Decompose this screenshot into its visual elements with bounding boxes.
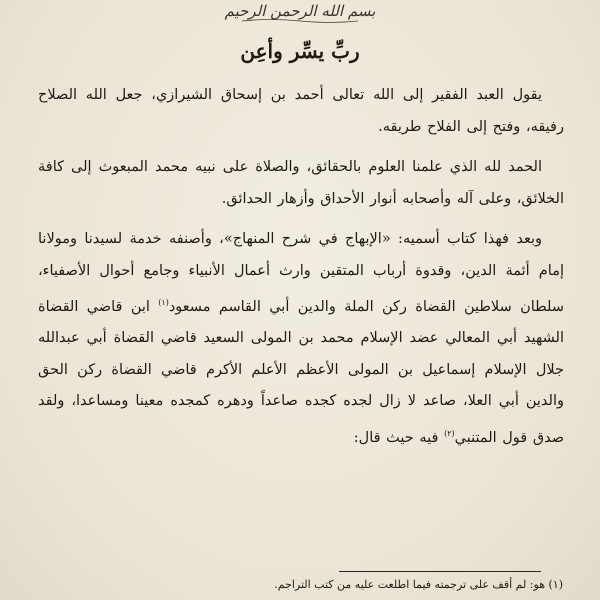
dedication-text-part-1: وبعد فهذا كتاب أسميه: «الإبهاج في شرح المنهاج»، وأصنفه خدمة لسيدنا ومولانا إمام أئمة الدين، وقدوة أرباب المتقين وارث أعمال الأنبياء وجامع أحوال الأصفياء، سلطان سلاطين القضاة ركن الملة والدين أبي القاسم مسعود	[38, 231, 564, 315]
footnote-divider	[339, 571, 541, 572]
basmala-flourish-icon	[240, 18, 360, 24]
basmala: بسم الله الرحمن الرحيم	[224, 2, 376, 20]
main-text	[38, 80, 564, 454]
dedication-text-part-3: فيه حيث قال:	[353, 429, 445, 446]
page-heading: ربِّ يسِّر وأعِن	[240, 39, 360, 63]
paragraph-praise: الحمد لله الذي علمنا العلوم بالحقائق، والصلاة على نبيه محمد المبعوث إلى كافة الخلائق، وعلى آله وأصحابه أنوار الأحداق وأزهار الحدائق.	[38, 159, 564, 207]
footnote-reference-2: (٢)	[444, 428, 455, 438]
footnote-reference-1: (١)	[158, 298, 169, 307]
dedication-text-part-2: ابن قاضي القضاة الشهيد أبي المعالي عضد الإسلام محمد بن المولى السعيد قاضي القضاة أبي عبدالله جلال الإسلام إسماعيل بن المولى الأعظم الأعلم الأكرم قاضي القضاة ركن الحق والدين أبي العلا، صاعد لا زال لجده كجده صاعداً ودهره كمجده معينا ومساعدا، ولقد صدق قول المتنبي	[38, 298, 564, 446]
paragraph-intro: يقول العبد الفقير إلى الله تعالى أحمد بن إسحاق الشيرازي، جعل الله الصلاح رفيقه، وفتح إلى الفلاح طريقه.	[38, 87, 564, 135]
paragraph-dedication	[38, 224, 564, 454]
footnote: (١) هو: لم أقف على ترجمته فيما اطلعت عليه من كتب التراجم.	[274, 578, 563, 591]
